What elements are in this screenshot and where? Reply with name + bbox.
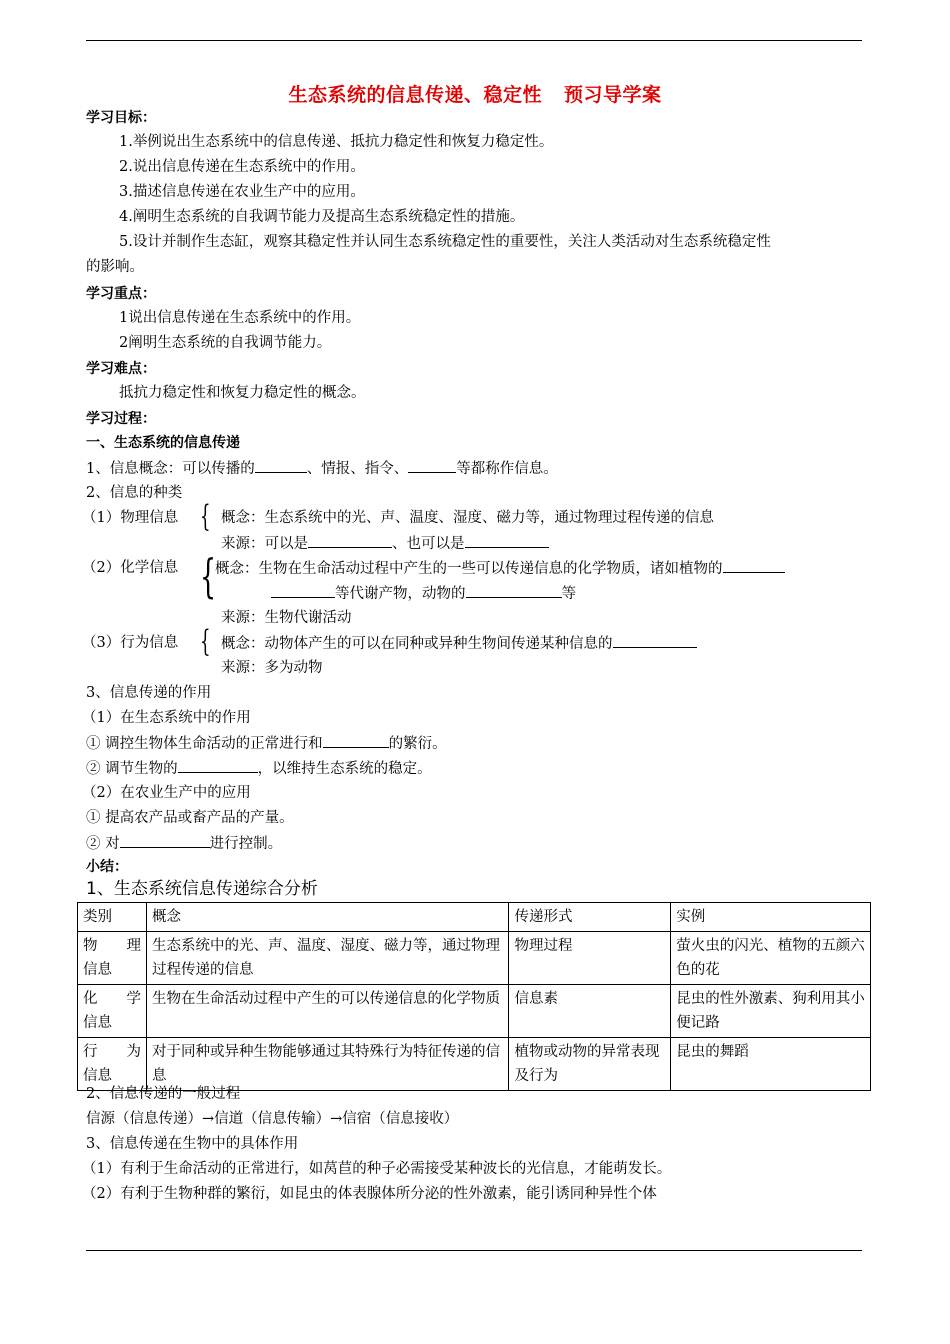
- role-eco-item-2: ② 调节生物的 ，以维持生态系统的稳定。: [86, 758, 432, 779]
- table-cell-concept: 生态系统中的光、声、温度、湿度、磁力等，通过物理过程传递的信息: [146, 932, 509, 985]
- role-agri-item-2: ② 对 进行控制。: [86, 833, 282, 854]
- blank: [271, 583, 335, 598]
- table-cell-form: 植物或动物的异常表现及行为: [509, 1038, 671, 1091]
- specific-title: 3、信息传递在生物中的具体作用: [86, 1136, 299, 1152]
- behavior-label: （3）行为信息: [82, 635, 179, 651]
- section1-heading: 一、生态系统的信息传递: [86, 435, 240, 451]
- goal-item: 3.描述信息传递在农业生产中的应用。: [119, 184, 365, 200]
- role-eco-heading: （1）在生态系统中的作用: [82, 710, 251, 726]
- table-cell-example: 萤火虫的闪光、植物的五颜六色的花: [671, 932, 871, 985]
- goal-item: 1.举例说出生态系统中的信息传递、抵抗力稳定性和恢复力稳定性。: [119, 134, 554, 150]
- specific-item-2: （2）有利于生物种群的繁衍，如昆虫的体表腺体所分泌的性外激素，能引诱同种异性个体: [82, 1186, 657, 1202]
- table-cell-category: 化 学 信息: [78, 985, 147, 1038]
- role-eco-item-1: ① 调控生物体生命活动的正常进行和 的繁衍。: [86, 733, 447, 754]
- table-header: 概念: [146, 903, 509, 932]
- blank: [120, 833, 210, 848]
- footer-rule: [86, 1250, 862, 1251]
- table-cell-concept: 对于同种或异种生物能够通过其特殊行为特征传递的信息: [146, 1038, 509, 1091]
- physical-source: 来源：可以是 、也可以是: [221, 533, 549, 554]
- table-header: 类别: [78, 903, 147, 932]
- title-sub: 预习导学案: [564, 84, 662, 106]
- blank: [408, 458, 456, 473]
- table-header: 实例: [671, 903, 871, 932]
- key-heading: 学习重点：: [86, 286, 156, 302]
- table-cell-category: 行 为 信息: [78, 1038, 147, 1091]
- blank: [613, 633, 697, 648]
- goal-item: 4.阐明生态系统的自我调节能力及提高生态系统稳定性的措施。: [119, 209, 525, 225]
- blank: [255, 458, 307, 473]
- info-concept-line: 1、信息概念：可以传播的 、情报、指令、 等都称作信息。: [86, 458, 558, 479]
- types-heading: 2、信息的种类: [86, 485, 183, 501]
- table-cell-category: 物 理 信息: [78, 932, 147, 985]
- chemical-concept-cont: 等代谢产物，动物的 等: [271, 583, 576, 604]
- process-line: 信源（信息传递）→信道（信息传输）→信宿（信息接收）: [86, 1111, 459, 1127]
- page-title: [0, 80, 950, 107]
- physical-concept: 概念：生态系统中的光、声、温度、湿度、磁力等，通过物理过程传递的信息: [221, 510, 714, 526]
- physical-label: （1）物理信息: [82, 510, 179, 526]
- goal-item: 5.设计并制作生态缸，观察其稳定性并认同生态系统稳定性的重要性，关注人类活动对生态系统稳定性: [119, 234, 771, 250]
- role-heading: 3、信息传递的作用: [86, 685, 212, 701]
- blank: [178, 758, 258, 773]
- chemical-label: （2）化学信息: [82, 560, 179, 576]
- table-cell-form: 物理过程: [509, 932, 671, 985]
- goals-heading: 学习目标：: [86, 110, 156, 126]
- table-row: [78, 985, 871, 1038]
- header-rule: [86, 40, 862, 41]
- chemical-concept: 概念：生物在生命活动过程中产生的一些可以传递信息的化学物质，诸如植物的: [215, 558, 785, 579]
- table-cell-form: 信息素: [509, 985, 671, 1038]
- table-row: [78, 1038, 871, 1091]
- summary-table-title: 1、生态系统信息传递综合分析: [86, 879, 318, 899]
- blank: [308, 533, 392, 548]
- role-agri-heading: （2）在农业生产中的应用: [82, 785, 251, 801]
- chemical-source: 来源：生物代谢活动: [221, 610, 352, 626]
- summary-table: [77, 902, 871, 1091]
- summary-heading: 小结：: [86, 859, 128, 875]
- process-heading: 学习过程：: [86, 411, 156, 427]
- brace: {: [200, 549, 217, 603]
- table-cell-concept: 生物在生命活动过程中产生的可以传递信息的化学物质: [146, 985, 509, 1038]
- brace: {: [200, 499, 211, 534]
- key-item: 2阐明生态系统的自我调节能力。: [119, 335, 332, 351]
- behavior-concept: 概念：动物体产生的可以在同种或异种生物间传递某种信息的: [221, 633, 697, 654]
- title-main: 生态系统的信息传递、稳定性: [288, 84, 542, 106]
- blank: [465, 533, 549, 548]
- difficulty-heading: 学习难点：: [86, 361, 156, 377]
- behavior-source: 来源：多为动物: [221, 660, 323, 676]
- table-row: [78, 932, 871, 985]
- process-title: 2、信息传递的一般过程: [86, 1086, 241, 1102]
- table-cell-example: 昆虫的舞蹈: [671, 1038, 871, 1091]
- table-cell-example: 昆虫的性外激素、狗利用其小便记路: [671, 985, 871, 1038]
- key-item: 1说出信息传递在生态系统中的作用。: [119, 310, 361, 326]
- blank: [723, 558, 785, 573]
- blank: [323, 733, 389, 748]
- difficulty-text: 抵抗力稳定性和恢复力稳定性的概念。: [119, 385, 366, 401]
- brace: {: [200, 624, 211, 659]
- goal-item-cont: 的影响。: [86, 259, 144, 275]
- role-agri-item-1: ① 提高农产品或畜产品的产量。: [86, 810, 294, 826]
- blank: [466, 583, 562, 598]
- table-header: 传递形式: [509, 903, 671, 932]
- specific-item-1: （1）有利于生命活动的正常进行，如莴苣的种子必需接受某种波长的光信息，才能萌发长。: [82, 1161, 672, 1177]
- table-header-row: [78, 903, 871, 932]
- goal-item: 2.说出信息传递在生态系统中的作用。: [119, 159, 365, 175]
